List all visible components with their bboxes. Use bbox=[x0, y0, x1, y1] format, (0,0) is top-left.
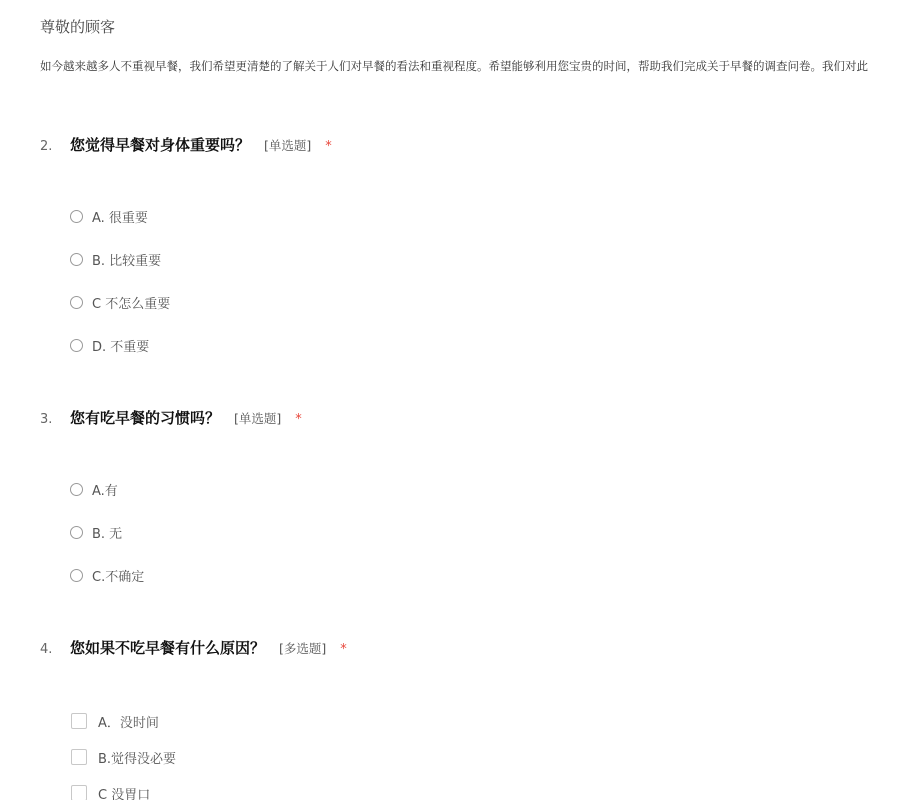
required-mark: * bbox=[340, 642, 347, 657]
option-label: C 不怎么重要 bbox=[92, 296, 171, 312]
question-title-row bbox=[40, 134, 900, 158]
question-3-options bbox=[70, 478, 144, 586]
option-label: C.不确定 bbox=[92, 569, 145, 585]
option-label: A．没时间 bbox=[98, 715, 159, 731]
question-2 bbox=[40, 134, 900, 158]
question-4-options bbox=[71, 710, 176, 800]
radio-button[interactable] bbox=[70, 296, 83, 309]
required-mark: * bbox=[325, 139, 332, 154]
option-label: A.有 bbox=[92, 483, 118, 499]
option-label: A. 很重要 bbox=[92, 210, 148, 226]
question-title-row bbox=[40, 637, 900, 661]
option-label: B. 无 bbox=[92, 526, 123, 542]
option-2a[interactable] bbox=[70, 205, 170, 227]
radio-button[interactable] bbox=[70, 253, 83, 266]
option-4c[interactable] bbox=[71, 782, 176, 800]
option-2b[interactable] bbox=[70, 248, 170, 270]
checkbox[interactable] bbox=[71, 785, 87, 800]
option-2d[interactable] bbox=[70, 334, 170, 356]
option-3a[interactable] bbox=[70, 478, 144, 500]
question-4 bbox=[40, 637, 900, 661]
question-number: 4. bbox=[40, 642, 53, 657]
option-2c[interactable] bbox=[70, 291, 170, 313]
question-type-label: [多选题] bbox=[279, 641, 327, 656]
question-text: 您觉得早餐对身体重要吗？ bbox=[70, 136, 251, 154]
question-text: 您有吃早餐的习惯吗？ bbox=[70, 409, 221, 427]
radio-button[interactable] bbox=[70, 210, 83, 223]
question-3 bbox=[40, 407, 900, 431]
radio-button[interactable] bbox=[70, 339, 83, 352]
radio-button[interactable] bbox=[70, 569, 83, 582]
option-label: C 没胃口 bbox=[98, 787, 151, 800]
checkbox[interactable] bbox=[71, 713, 87, 729]
question-type-label: [单选题] bbox=[264, 138, 312, 153]
question-2-options bbox=[70, 205, 170, 356]
option-label: D. 不重要 bbox=[92, 339, 150, 355]
option-4b[interactable] bbox=[71, 746, 176, 768]
required-mark: * bbox=[295, 412, 302, 427]
option-3c[interactable] bbox=[70, 564, 144, 586]
option-4a[interactable] bbox=[71, 710, 176, 732]
option-label: B.觉得没必要 bbox=[98, 751, 177, 767]
question-title-row bbox=[40, 407, 900, 431]
radio-button[interactable] bbox=[70, 526, 83, 539]
radio-button[interactable] bbox=[70, 483, 83, 496]
greeting-text: 尊敬的顾客 bbox=[40, 18, 116, 36]
question-text: 您如果不吃早餐有什么原因？ bbox=[70, 639, 266, 657]
checkbox[interactable] bbox=[71, 749, 87, 765]
question-type-label: [单选题] bbox=[234, 411, 282, 426]
question-number: 3. bbox=[40, 412, 53, 427]
option-3b[interactable] bbox=[70, 521, 144, 543]
option-label: B. 比较重要 bbox=[92, 253, 162, 269]
intro-text: 如今越来越多人不重视早餐，我们希望更清楚的了解关于人们对早餐的看法和重视程度。希望能够利用您宝贵的时间，帮助我们完成关于早餐的调查问卷。我们对此 bbox=[40, 59, 868, 73]
question-number: 2. bbox=[40, 139, 53, 154]
